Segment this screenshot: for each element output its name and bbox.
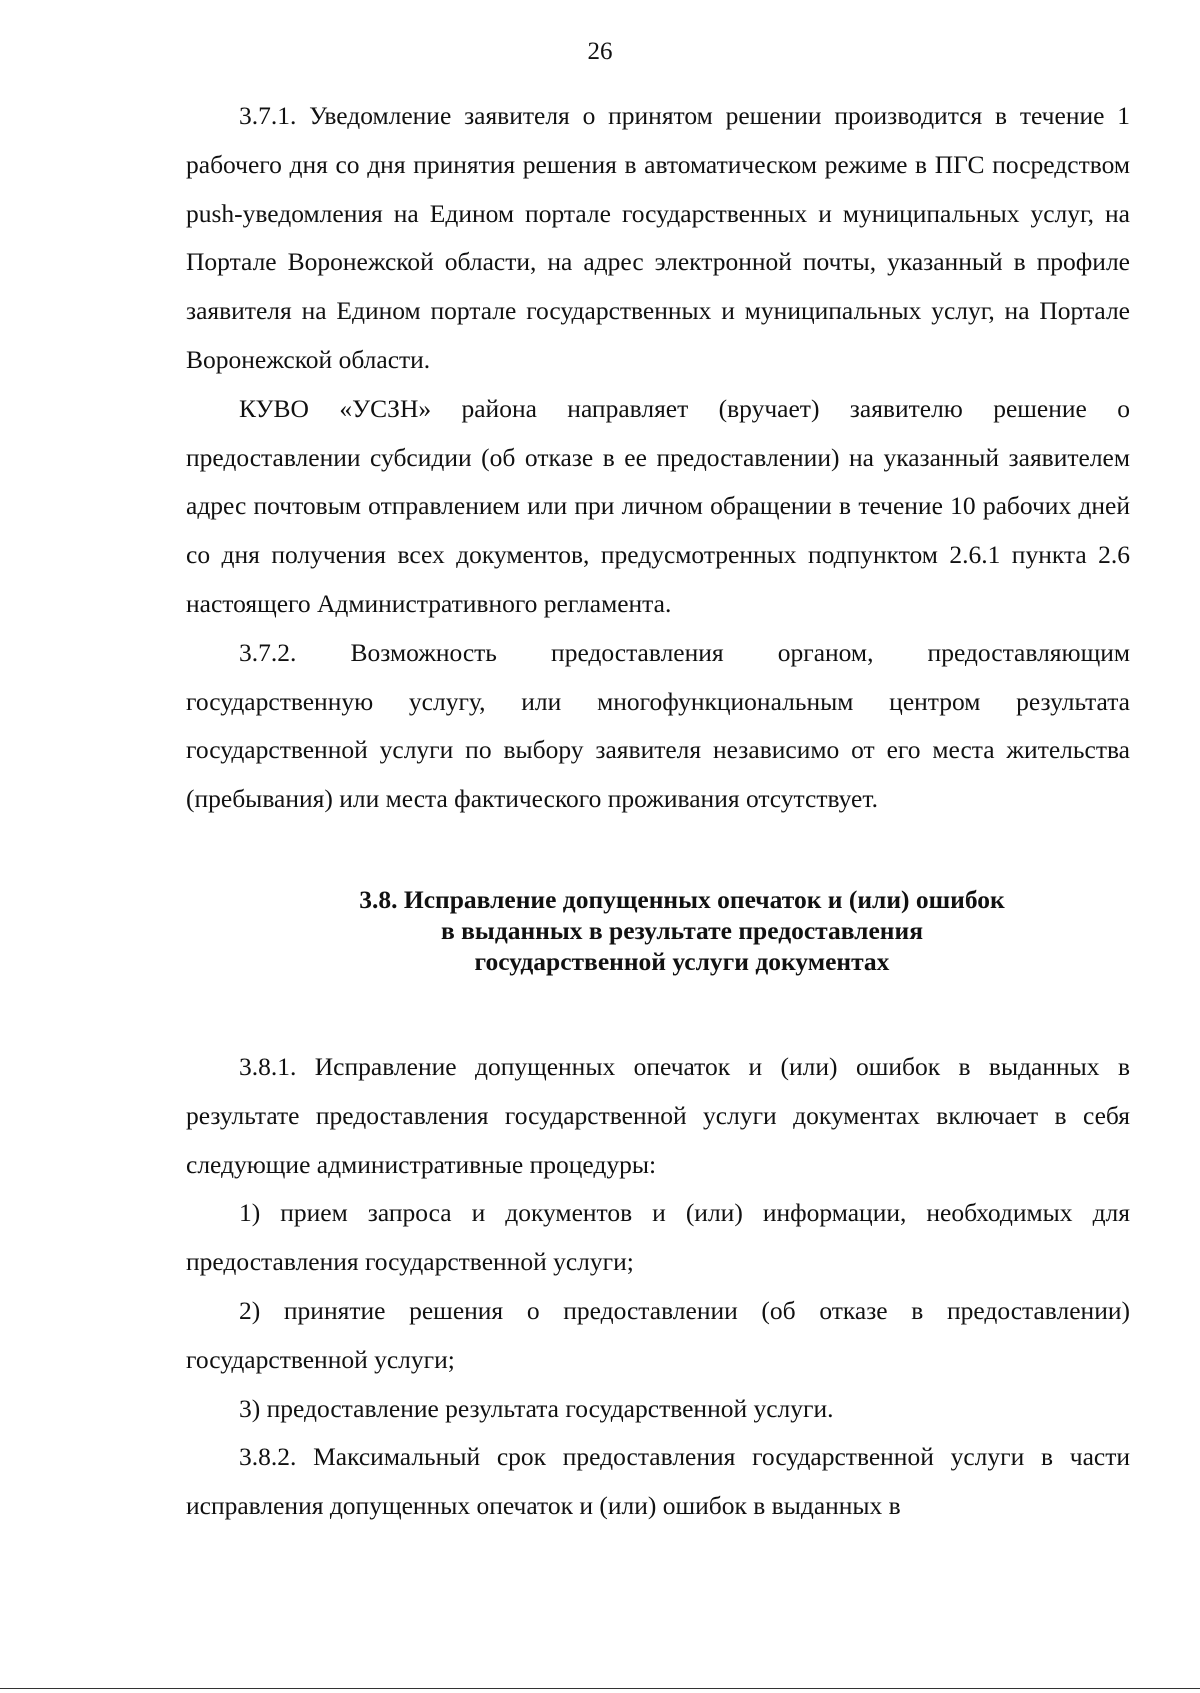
section-heading-line-1: 3.8. Исправление допущенных опечаток и (или) ошибок	[359, 884, 1005, 914]
section-heading-3-8	[186, 884, 1130, 977]
paragraph-3-8-1: 3.8.1. Исправление допущенных опечаток и (или) ошибок в выданных в результате предоставления государственной услуги документах включает в себя следующие административные процедуры:	[186, 1051, 1130, 1179]
paragraph-kuvo-uszn: КУВО «УСЗН» района направляет (вручает) заявителю решение о предоставлении субсидии (об отказе в ее предоставлении) на указанный заявителем адрес почтовым отправлением или при личном обращении в течение 10 рабочих дней со дня получения всех документов, предусмотренных подпунктом 2.6.1 пункта 2.6 настоящего Административного регламента.	[186, 393, 1130, 618]
paragraph-3-8-2: 3.8.2. Максимальный срок предоставления государственной услуги в части исправления допущенных опечаток и (или) ошибок в выданных в	[186, 1442, 1130, 1521]
page-number: 26	[587, 38, 613, 65]
section-heading-line-2: в выданных в результате предоставления	[441, 915, 923, 945]
list-item-2: 2) принятие решения о предоставлении (об отказе в предоставлении) государственной услуги;	[186, 1295, 1130, 1374]
section-heading-line-3: государственной услуги документах	[474, 946, 890, 976]
bottom-divider	[0, 1688, 1200, 1689]
document-body	[186, 92, 1130, 1531]
list-item-1: 1) прием запроса и документов и (или) информации, необходимых для предоставления государственной услуги;	[186, 1198, 1130, 1277]
paragraph-3-7-2: 3.7.2. Возможность предоставления органом, предоставляющим государственную услугу, или многофункциональным центром результата государственной услуги по выбору заявителя независимо от его места жительства (пребывания) или места фактического проживания отсутствует.	[186, 637, 1130, 814]
spacer	[186, 977, 1130, 1043]
list-item-3: 3) предоставление результата государственной услуги.	[239, 1393, 834, 1423]
paragraph-3-7-1: 3.7.1. Уведомление заявителя о принятом решении производится в течение 1 рабочего дня со дня принятия решения в автоматическом режиме в ПГС посредством push-уведомления на Едином портале государственных и муниципальных услуг, на Портале Воронежской области, на адрес электронной почты, указанный в профиле заявителя на Едином портале государственных и муниципальных услуг, на Портале Воронежской области.	[186, 101, 1130, 374]
